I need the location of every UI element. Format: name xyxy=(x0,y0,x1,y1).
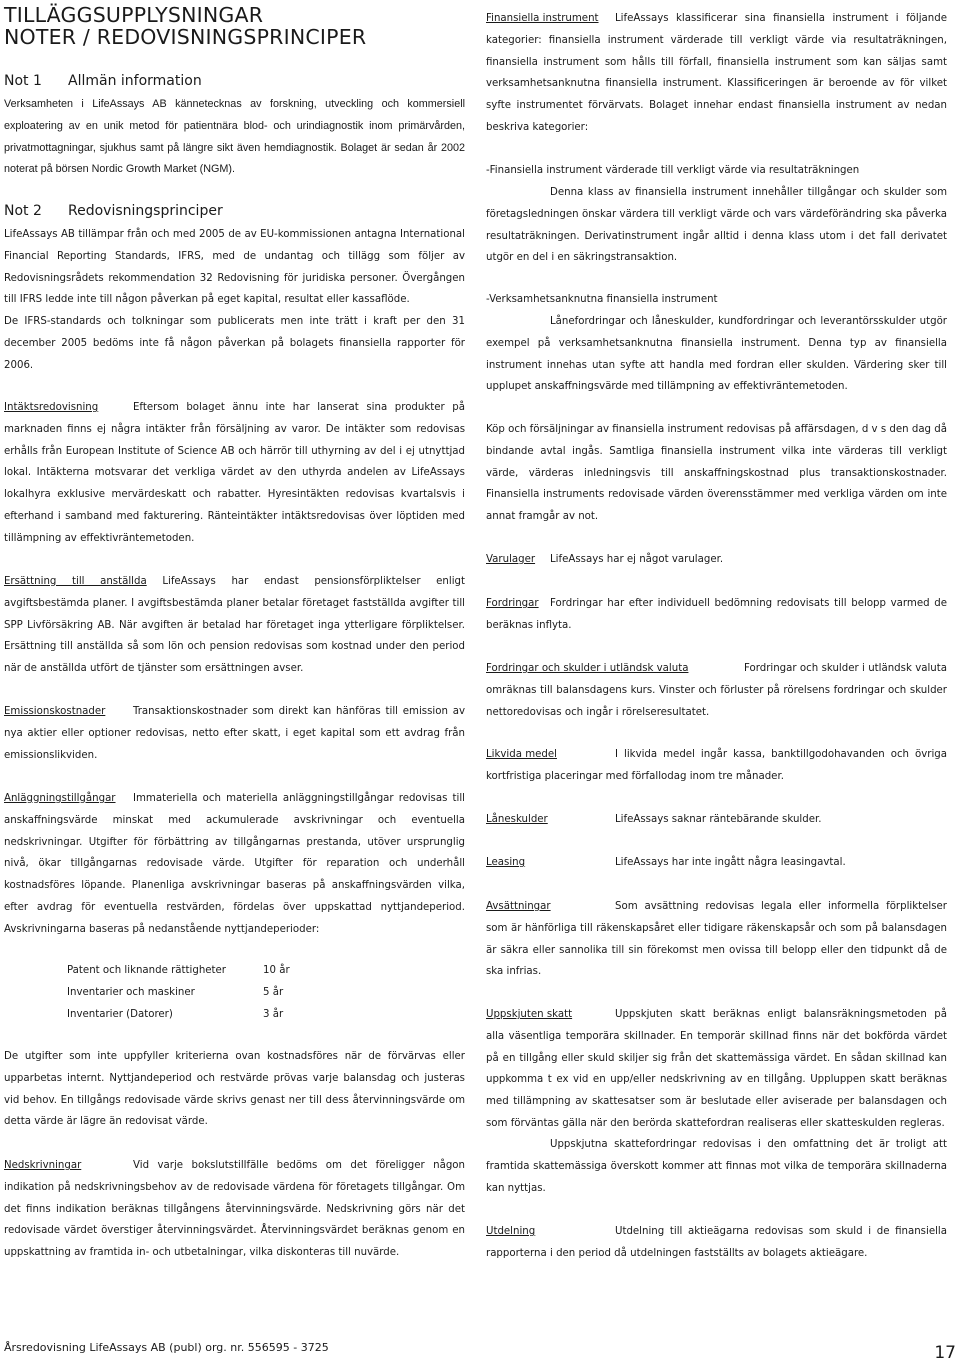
not1-text: Verksamheten i LifeAssays AB kännetecknas av forskning, utveckling och kommersiell exploatering av en unik metod för patientnära blod- och urindiagnostik inom primärvården, privatmottagningar, sjukhus samt på längre sikt även hemdiagnostik. Bolaget är sedan år 2002 noterat på börsen Nordic Growth Market (NGM). xyxy=(4,98,465,176)
not1-number: Not 1 xyxy=(4,73,42,89)
footer-text: Årsredovisning LifeAssays AB (publ) org. nr. 556595 - 3725 xyxy=(4,1341,329,1354)
finansiella-cat2-text: Lånefordringar och låneskulder, kundfordringar och leverantörsskulder utgör exempel på verksamhetsanknutna finansiella instrument. Denna typ av finansiella instrument innehas utan syfte att handla med fordran eller skulden. Värdering sker till upplupet anskaffningsvärde med tillämpning av effektivräntemetoden. xyxy=(486,316,947,393)
title-line1: TILLÄGGSUPPLYSNINGAR xyxy=(4,3,264,27)
avsattningar-label: Avsättningar xyxy=(486,901,551,912)
not2-heading xyxy=(4,203,223,219)
depreciation-periods xyxy=(67,960,290,1025)
varulager-label: Varulager xyxy=(486,554,536,565)
emission-section xyxy=(4,701,465,766)
skatt-section xyxy=(486,1004,947,1135)
skatt-text: Uppskjuten skatt beräknas enligt balansräkningsmetoden på alla väsentliga temporära skillnader. En temporär skillnad finns när det bokförda värdet på en tillgång eller skuld skiljer sig från det skattemässiga värdet. En sådan skillnad kan uppkomma t ex vid en upp/eller nedskrivning av en tillgång. Uppluppen skatt beräknas med tillämpning av skattesatser som är beslutade eller aviserade per balansdagen och som förväntas gälla när den berörda skattefordran realiseras eller skatteskulden regleras. xyxy=(486,1009,947,1129)
nedskrivning-section xyxy=(4,1155,465,1264)
finansiella-text: LifeAssays klassificerar sina finansiella instrument i följande kategorier: finansiella instrument värderade till verkligt värde via resultaträkningen, finansiella instrument som hålls till förfall, finansiella instrument som kan säljas samt verksamhetsanknutna finansiella instrument. Klassificeringen är beroende av för vilket syfte instrumentet förvärvats. Bolaget innehar endast finansiella instrument av nedan beskriva kategorier: xyxy=(486,13,947,133)
fordringar-section xyxy=(486,593,947,637)
period-row: Inventarier och maskiner 5 år xyxy=(67,986,284,998)
likvida-label: Likvida medel xyxy=(486,749,557,760)
page-number: 17 xyxy=(934,1343,956,1363)
not2-paragraph2: De IFRS-standards och tolkningar som publicerats men inte trätt i kraft per den 31 december 2005 bedöms inte få någon påverkan på bolagets finansiella rapporter för 2006. xyxy=(4,316,465,371)
not1-title: Allmän information xyxy=(68,73,202,89)
emission-label: Emissionskostnader xyxy=(4,706,106,717)
leasing-text: LifeAssays har inte ingått några leasingavtal. xyxy=(615,857,846,868)
nedskrivning-text: Vid varje bokslutstillfälle bedöms om det föreligger någon indikation på nedskrivningsbehov av de redovisade värdena för företagets tillgångar. Om det finns indikation beräknas tillgångens återvinningsvärde. Nedskrivning görs när det redovisade värdet överstiger återvinningsvärdet. Återvinningsvärdet beräknas genom en uppskattning av framtida in- och utbetalningar, vilka diskonteras till nuvärde. xyxy=(4,1160,465,1259)
utlandsk-section xyxy=(486,658,947,723)
finansiella-label: Finansiella instrument xyxy=(486,13,599,24)
utlandsk-text: Fordringar och skulder i utländsk valuta omräknas till balansdagens kurs. Vinster och förluster på rörelsens fordringar och skulder nettoredovisas och ingår i rörelseresultatet. xyxy=(486,663,947,718)
ersattning-text: LifeAssays har endast pensionsförpliktelser enligt avgiftsbestämda planer. I avgiftsbestämda planer betalar företaget fastställda avgifter till SPP Livförsäkring AB. När avgiften är betalad har företaget inga ytterligare förpliktelser. Ersättning till anställda så som lön och pension redovisas som kostnad under den period när de anställda utfört de tjänster som ersättningen avser. xyxy=(4,576,465,675)
laneskulder-text: LifeAssays saknar räntebärande skulder. xyxy=(615,814,822,825)
varulager-text: LifeAssays har ej något varulager. xyxy=(550,554,724,565)
utdelning-text: Utdelning till aktieägarna redovisas som skuld i de finansiella rapporterna i den period då utdelningen fastställts av bolagets aktieägare. xyxy=(486,1226,947,1259)
skatt-label: Uppskjuten skatt xyxy=(486,1009,573,1020)
period-row: Inventarier (Datorer) 3 år xyxy=(67,1008,284,1020)
not2-number: Not 2 xyxy=(4,203,42,219)
intakt-label: Intäktsredovisning xyxy=(4,402,99,413)
not1-heading xyxy=(4,73,202,89)
leasing-section xyxy=(486,852,947,874)
ersattning-label: Ersättning till anställda xyxy=(4,576,147,587)
finansiella-cat1-title: -Finansiella instrument värderade till verkligt värde via resultaträkningen xyxy=(486,165,860,176)
page-title xyxy=(4,4,366,48)
emission-text: Transaktionskostnader som direkt kan hänföras till emission av nya aktier eller optioner redovisas, netto efter skatt, i eget kapital som ett avdrag från emissionslikviden. xyxy=(4,706,465,761)
period-row: Patent och liknande rättigheter 10 år xyxy=(67,965,290,976)
anlaggning-text: Immateriella och materiella anläggningstillgångar redovisas till anskaffningsvärde minskat med ackumulerade avskrivningar och eventuella nedskrivningar. Utgifter för förbättring av tillgångarnas prestanda, utöver ursprunglig nivå, ökar tillgångarnas redovisade värde. Utgifter för reparation och underhåll kostnadsföres löpande. Planenliga avskrivningar baseras på anskaffningsvärden vilka, efter avdrag för eventuella restvärden, fördelas över uppskattad nyttjandeperiod. Avskrivningarna baseras på nedanstående nyttjandeperioder: xyxy=(4,793,465,935)
fordringar-label: Fordringar xyxy=(486,598,539,609)
intakt-section xyxy=(4,397,465,550)
ersattning-section xyxy=(4,571,465,680)
avsattningar-text: Som avsättning redovisas legala eller informella förpliktelser som är hänförliga till räkenskapsåret eller tidigare räkenskapsår och som på balansdagen är säkra eller sannolika till sin förekomst men ovissa till belopp eller den tidpunkt då de ska infrias. xyxy=(486,901,947,978)
anlaggning-section xyxy=(4,788,465,941)
nedskrivning-label: Nedskrivningar xyxy=(4,1160,82,1171)
anlaggning-label: Anläggningstillgångar xyxy=(4,793,116,804)
not2-paragraph1: LifeAssays AB tillämpar från och med 2005 de av EU-kommissionen antagna International Financial Reporting Standards, IFRS, med de undantag och tillägg som följer av Redovisningsrådets rekommendation 32 Redovisning för juridiska personer. Övergången till IFRS ledde inte till någon påverkan på eget kapital, resultat eller kassaflöde. xyxy=(4,229,465,306)
laneskulder-section xyxy=(486,809,947,831)
varulager-section xyxy=(486,549,947,571)
intakt-text: Eftersom bolaget ännu inte har lanserat sina produkter på marknaden finns ej några intäkter från försäljning av varor. De intäkter som redovisas erhålls från European Institute of Science AB och härrör till uthyrning av del i ej utnyttjad lokal. Intäkterna motsvarar det verkliga värdet av den uthyrda andelen av LifeAssays lokalhyra exklusive mervärdeskatt och rabatter. Hyresintäkten redovisas kvartalsvis i efterhand i samband med fakturering. Ränteintäkter intäktsredovisas över löptiden med tillämpning av effektivräntemetoden. xyxy=(4,402,465,544)
finansiella-cat2-title: -Verksamhetsanknutna finansiella instrument xyxy=(486,294,718,305)
anlaggning-after: De utgifter som inte uppfyller kriterierna ovan kostnadsföres när de förvärvas eller upparbetas internt. Nyttjandeperiod och restvärde prövas varje balansdag och justeras vid behov. En tillgångs redovisade värde skrivs genast ner till dess återvinningsvärde om detta värde är lägre än redovisat värde. xyxy=(4,1051,465,1128)
likvida-section xyxy=(486,744,947,788)
laneskulder-label: Låneskulder xyxy=(486,814,548,825)
fordringar-text: Fordringar har efter individuell bedömning redovisats till belopp varmed de beräknas inflyta. xyxy=(486,598,947,631)
finansiella-purchase: Köp och försäljningar av finansiella instrument redovisas på affärsdagen, d v s den dag då bindande avtal ingås. Samtliga finansiella instrument vilka inte värderas till verkligt värde, värderas inledningsvis till anskaffningskostnad plus transaktionskostnader. Finansiella instruments redovisade värden överensstämmer med verkliga värden om inte annat framgår av not. xyxy=(486,424,947,523)
likvida-text: I likvida medel ingår kassa, banktillgodohavanden och övriga kortfristiga placeringar med förfallodag inom tre månader. xyxy=(486,749,947,782)
not2-title: Redovisningsprinciper xyxy=(68,203,223,219)
finansiella-section xyxy=(486,8,947,139)
finansiella-cat1-text: Denna klass av finansiella instrument innehåller tillgångar och skulder som företagsledningen önskar värdera till verkligt värde och vars värdeförändring ska påverka resultaträkningen. Derivatinstrument ingår alltid i denna klass utom i det fall derivatet utgör en del i en säkringstransaktion. xyxy=(486,187,947,264)
skatt-text2: Uppskjutna skattefordringar redovisas i den omfattning det är troligt att framtida skattemässiga överskott kommer att finnas mot vilka de temporära skillnaderna kan nyttjas. xyxy=(486,1139,947,1194)
utlandsk-label: Fordringar och skulder i utländsk valuta xyxy=(486,663,689,674)
utdelning-section xyxy=(486,1221,947,1265)
avsattningar-section xyxy=(486,896,947,983)
title-line2: NOTER / REDOVISNINGSPRINCIPER xyxy=(4,25,367,49)
utdelning-label: Utdelning xyxy=(486,1226,536,1237)
leasing-label: Leasing xyxy=(486,857,526,868)
